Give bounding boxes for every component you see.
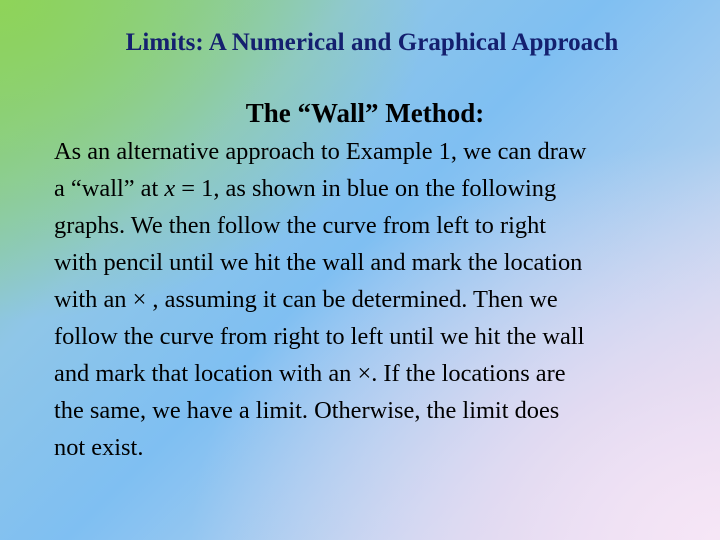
- body-line-1: As an alternative approach to Example 1, we can draw: [54, 138, 587, 165]
- body-line-7: and mark that location with an ×. If the locations are: [54, 360, 566, 387]
- slide-title: Limits: A Numerical and Graphical Approach: [125, 29, 619, 56]
- body-line-2: a “wall” at x = 1, as shown in blue on the following: [54, 175, 557, 202]
- body-line-6: follow the curve from right to left until we hit the wall: [54, 323, 585, 350]
- body-line-3: graphs. We then follow the curve from left to right: [54, 212, 547, 239]
- body-line-9: not exist.: [54, 434, 144, 461]
- body-line-5: with an × , assuming it can be determined. Then we: [54, 286, 558, 313]
- slide-subtitle: The “Wall” Method:: [245, 98, 485, 128]
- math-variable-x: x: [164, 175, 176, 202]
- slide-body: [54, 133, 676, 466]
- body-line-8: the same, we have a limit. Otherwise, the limit does: [54, 397, 560, 424]
- body-line-4: with pencil until we hit the wall and mark the location: [54, 249, 583, 276]
